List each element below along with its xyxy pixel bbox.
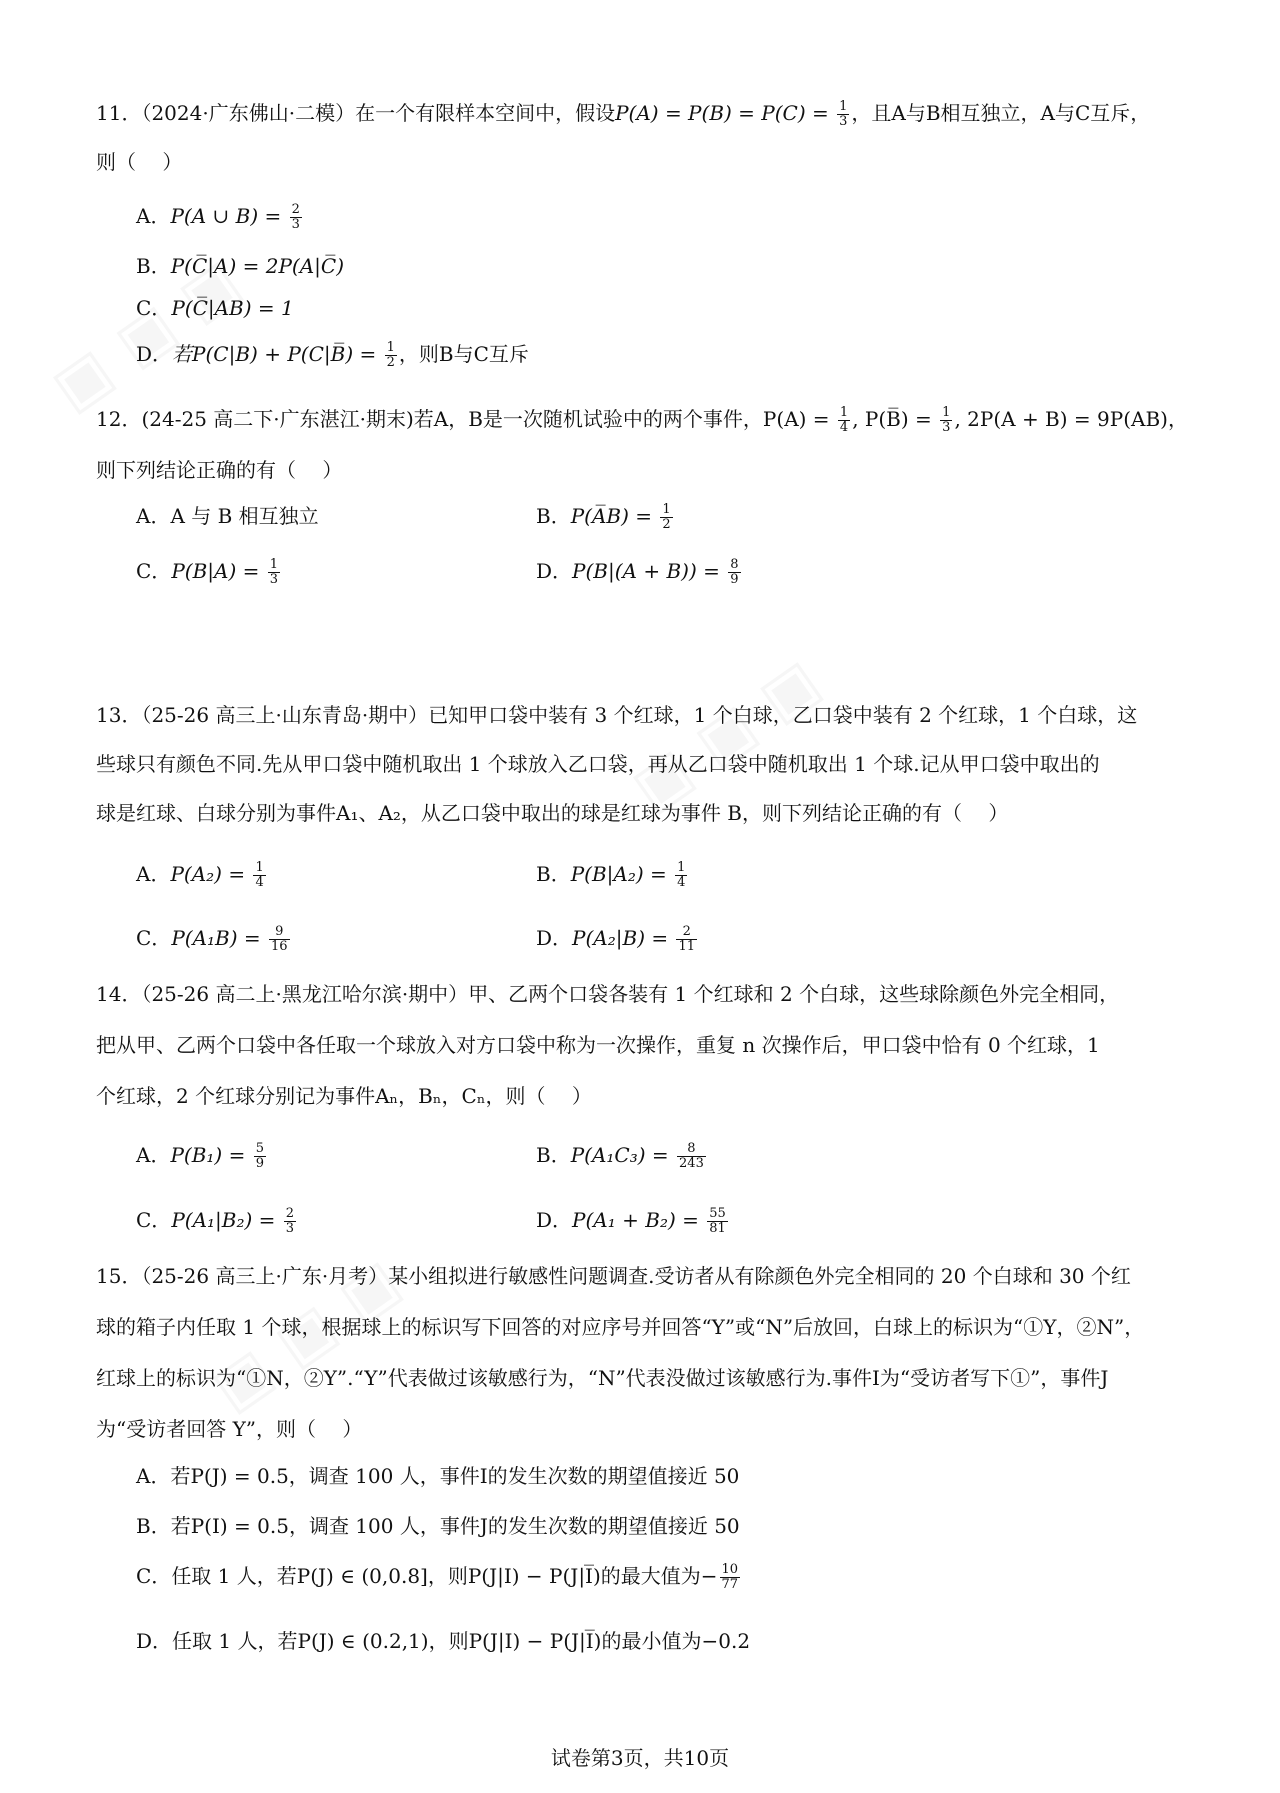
question-stem-line — [96, 700, 1196, 730]
option-c — [136, 1560, 742, 1592]
option-a — [136, 1139, 268, 1171]
option-text: P(A₁B) = — [171, 926, 268, 950]
option-a — [136, 500, 319, 529]
option-d — [136, 1625, 750, 1654]
stem-text: 个红球，2 个红球分别记为事件Aₙ，Bₙ，Cₙ，则（ ） — [96, 1084, 592, 1108]
option-label: C． — [136, 1564, 172, 1588]
option-label: B． — [136, 1514, 171, 1538]
fraction-numerator: 2 — [676, 925, 697, 940]
question-13 — [96, 700, 1196, 828]
fraction-numerator: 8 — [677, 1142, 706, 1157]
fraction-numerator: 1 — [255, 860, 264, 875]
question-stem-line — [96, 979, 1196, 1009]
option-c — [136, 555, 282, 587]
fraction-numerator: 2 — [291, 202, 300, 217]
fraction — [675, 861, 687, 890]
option-label: A． — [136, 1143, 171, 1167]
question-stem-line — [96, 98, 1196, 129]
option-a — [136, 858, 268, 890]
option-b — [536, 858, 689, 890]
fraction-numerator: 1 — [839, 405, 849, 420]
stem-text: 甲、乙两个口袋各装有 1 个红球和 2 个白球，这些球除颜色外完全相同， — [468, 982, 1120, 1006]
fraction-denominator: 4 — [839, 420, 849, 435]
fraction-denominator: 3 — [942, 420, 951, 435]
option-d — [536, 1204, 730, 1236]
fraction — [268, 558, 280, 587]
stem-text: 红球上的标识为“①N，②Y”.“Y”代表做过该敏感行为，“N”代表没做过该敏感行为.事件I为“受访者写下①”，事件J — [96, 1366, 1109, 1390]
question-11 — [96, 98, 1196, 129]
fraction — [728, 558, 740, 587]
fraction-denominator: 9 — [730, 572, 739, 587]
option-text: P(B|A₂) = — [570, 862, 674, 886]
fraction-numerator: 5 — [255, 1141, 264, 1156]
fraction-denominator: 3 — [839, 114, 848, 129]
stem-text: 些球只有颜色不同.先从甲口袋中随机取出 1 个球放入乙口袋，再从乙口袋中随机取出 1 个球.记从甲口袋中取出的 — [96, 752, 1100, 776]
fraction — [720, 1563, 741, 1592]
fraction-denominator: 3 — [285, 1221, 295, 1236]
fraction-numerator: 1 — [942, 405, 951, 420]
question-source: (24-25 高二下·广东湛江·期末) — [141, 407, 414, 431]
option-text: 若P(J) = 0.5，调查 100 人，事件I的发生次数的期望值接近 50 — [170, 1464, 740, 1488]
option-text: ，则B与C互斥 — [398, 342, 529, 366]
stem-text: , 2P(A + B) = 9P(AB)， — [954, 407, 1188, 431]
option-d — [536, 922, 699, 954]
stem-text: ，且A与B相互独立，A与C互斥， — [851, 101, 1151, 125]
stem-text: , P(B̅) = — [852, 407, 939, 431]
option-label: C． — [136, 1208, 172, 1232]
fraction — [677, 1142, 706, 1171]
fraction — [707, 1207, 728, 1236]
option-a — [136, 200, 304, 232]
stem-text: 球是红球、白球分别为事件A₁、A₂，从乙口袋中取出的球是红球为事件 B，则下列结论正确的有（ ） — [96, 801, 1009, 825]
option-label: D． — [536, 1208, 573, 1232]
stem-text: 为“受访者回答 Y”，则（ ） — [96, 1417, 363, 1441]
fraction — [940, 406, 952, 435]
option-a — [136, 1460, 739, 1489]
stem-text: 把从甲、乙两个口袋中各任取一个球放入对方口袋中称为一次操作，重复 n 次操作后，甲口袋中恰有 0 个红球，1 — [96, 1033, 1100, 1057]
fraction — [837, 100, 849, 129]
option-text: P(A₂|B) = — [572, 926, 675, 950]
stem-text: 在一个有限样本空间中，假设 — [355, 101, 616, 125]
stem-text: 则下列结论正确的有（ ） — [96, 458, 343, 482]
fraction-numerator: 2 — [285, 1206, 295, 1221]
question-11-line-2 — [96, 147, 1196, 177]
option-label: A． — [136, 504, 171, 528]
fraction-denominator: 2 — [386, 355, 395, 370]
fraction-numerator: 55 — [709, 1206, 726, 1221]
stem-text: 已知甲口袋中装有 3 个红球，1 个白球，乙口袋中装有 2 个红球，1 个白球，这 — [428, 703, 1138, 727]
option-text: P(A₂) = — [170, 862, 252, 886]
option-text: P(A̅B) = — [570, 504, 659, 528]
fraction-denominator: 243 — [679, 1156, 704, 1171]
option-label: C． — [136, 559, 172, 583]
option-label: B． — [536, 862, 571, 886]
question-14 — [96, 979, 1196, 1111]
fraction-numerator: 1 — [662, 502, 671, 517]
stem-text: 若A，B是一次随机试验中的两个事件，P(A) = — [413, 407, 836, 431]
option-text: P(B₁) = — [170, 1143, 252, 1167]
question-source: （25-26 高三上·山东青岛·期中） — [141, 703, 429, 727]
option-label: D． — [136, 342, 173, 366]
fraction — [254, 1142, 266, 1171]
question-stem-line — [96, 404, 1196, 435]
fraction-denominator: 77 — [721, 1577, 739, 1592]
fraction-denominator: 2 — [662, 517, 671, 532]
option-b — [536, 500, 675, 532]
fraction-numerator: 10 — [721, 1562, 739, 1577]
fraction-numerator: 1 — [386, 340, 395, 355]
fraction-numerator: 9 — [269, 925, 290, 940]
fraction-denominator: 9 — [255, 1156, 264, 1171]
fraction-denominator: 81 — [709, 1221, 726, 1236]
option-text: P(C̅|A) = 2P(A|C̅) — [170, 254, 344, 278]
question-source: （25-26 高三上·广东·月考） — [141, 1264, 389, 1288]
question-number: 13． — [96, 703, 142, 727]
fraction-denominator: 4 — [677, 875, 686, 890]
option-label: A． — [136, 1464, 171, 1488]
option-text: A 与 B 相互独立 — [170, 504, 319, 528]
option-text: 若P(C|B) + P(C|B̅) = — [172, 342, 383, 366]
question-source: （25-26 高二上·黑龙江哈尔滨·期中） — [141, 982, 469, 1006]
option-b — [136, 1510, 740, 1539]
option-label: B． — [536, 1143, 571, 1167]
option-text: P(A₁C₃) = — [570, 1143, 676, 1167]
option-text: P(B|(A + B)) = — [572, 559, 727, 583]
fraction — [290, 203, 302, 232]
fraction — [284, 1207, 296, 1236]
option-text: 若P(I) = 0.5，调查 100 人，事件J的发生次数的期望值接近 50 — [170, 1514, 740, 1538]
option-b — [136, 250, 344, 279]
option-text: P(A ∪ B) = — [170, 204, 288, 228]
question-number: 12． — [96, 407, 142, 431]
question-number: 11． — [96, 101, 142, 125]
question-stem-line — [96, 1261, 1196, 1291]
option-c — [136, 922, 292, 954]
fraction — [269, 925, 290, 954]
option-text: P(A₁|B₂) = — [171, 1208, 282, 1232]
option-text: 任取 1 人，若P(J) ∈ (0.2,1)，则P(J|I) − P(J|I̅)的最小值为−0.2 — [172, 1629, 751, 1653]
fraction — [676, 925, 697, 954]
question-12 — [96, 404, 1196, 435]
fraction — [838, 406, 850, 435]
stem-equation: P(A) = P(B) = P(C) = — [615, 101, 836, 125]
fraction — [385, 341, 397, 370]
option-text: P(B|A) = — [171, 559, 266, 583]
option-label: C． — [136, 926, 172, 950]
page-footer: 试卷第3页，共10页 — [550, 1746, 730, 1770]
fraction-numerator: 8 — [730, 557, 739, 572]
option-c — [136, 1204, 298, 1236]
option-d — [536, 555, 743, 587]
question-15 — [96, 1261, 1196, 1444]
question-number: 14． — [96, 982, 142, 1006]
option-label: A． — [136, 204, 171, 228]
question-12-line-2 — [96, 455, 1196, 485]
stem-text: 某小组拟进行敏感性问题调查.受访者从有除颜色外完全相同的 20 个白球和 30 个红 — [388, 1264, 1131, 1288]
option-c — [136, 292, 294, 321]
option-label: D． — [536, 559, 573, 583]
fraction-numerator: 1 — [677, 860, 686, 875]
option-label: D． — [136, 1629, 173, 1653]
option-text: P(C̅|AB) = 1 — [171, 296, 294, 320]
fraction-denominator: 11 — [678, 939, 696, 954]
option-label: D． — [536, 926, 573, 950]
question-source: （2024·广东佛山·二模） — [141, 101, 356, 125]
fraction-denominator: 16 — [271, 939, 288, 954]
fraction-denominator: 4 — [255, 875, 264, 890]
stem-text: 则（ ） — [96, 150, 183, 174]
fraction-numerator: 1 — [269, 557, 279, 572]
option-text: 任取 1 人，若P(J) ∈ (0,0.8]，则P(J|I) − P(J|I̅)的最大值为− — [171, 1564, 718, 1588]
option-label: B． — [536, 504, 571, 528]
question-number: 15． — [96, 1264, 142, 1288]
fraction-denominator: 3 — [291, 217, 300, 232]
option-label: B． — [136, 254, 171, 278]
option-label: A． — [136, 862, 171, 886]
option-text: P(A₁ + B₂) = — [572, 1208, 706, 1232]
fraction — [253, 861, 265, 890]
option-d — [136, 338, 529, 370]
fraction-denominator: 3 — [269, 572, 279, 587]
stem-text: 球的箱子内任取 1 个球，根据球上的标识写下回答的对应序号并回答“Y”或“N”后放回，白球上的标识为“①Y，②N”， — [96, 1315, 1145, 1339]
option-label: C． — [136, 296, 172, 320]
fraction — [660, 503, 672, 532]
fraction-numerator: 1 — [839, 99, 848, 114]
option-b — [536, 1139, 708, 1171]
